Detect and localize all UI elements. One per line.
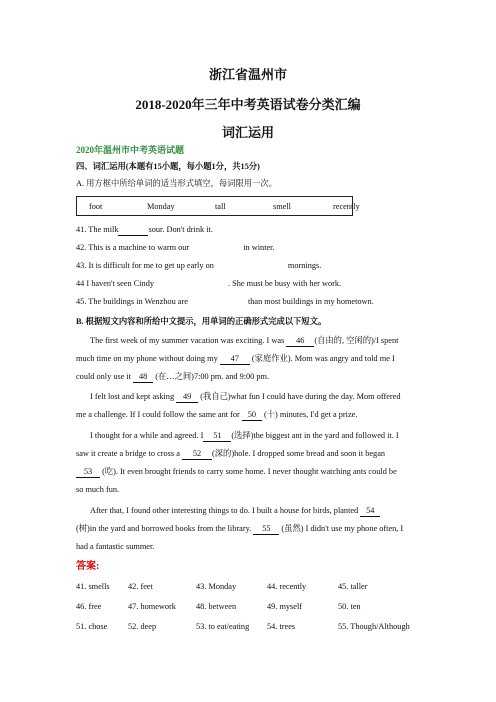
answer-42: 42. feet [128,582,153,591]
answer-45: 45. taller [338,582,368,591]
answer-43: 43. Monday [196,582,237,591]
answer-47: 47. homework [128,602,176,611]
paragraph-4-line-2: (树)in the yard and borrowed books from the library. 55 (虽然) I didn't use my phone often, I [76,524,404,533]
answer-49: 49. myself [267,602,303,611]
answer-54: 54. trees [267,622,296,631]
paragraph-2-line-2: me a challenge. If I could follow the same ant for 50 (十) minutes, I'd get a prize. [76,410,358,419]
answer-50: 50. ten [338,602,361,611]
word-foot: foot [89,202,103,211]
blank-46[interactable]: 46 [286,336,314,347]
paragraph-1-line-1: The first week of my summer vacation was exciting. I was 46 (自由的, 空闲的)/I spent [90,336,399,345]
part-a-instruction: A. 用方框中所给单词的适当形式填空，每词限用一次。 [76,179,277,188]
paragraph-3-line-3: 53 (吃). It even brought friends to carry some home. I never thought watching ants could be [76,467,397,478]
blank-54[interactable]: 54 [360,506,380,517]
question-41: 41. The milk sour. Don't drink it. [76,225,213,234]
part-four-heading: 四、词汇运用(本题有15小题，每小题1分，共15分) [76,162,260,171]
answers-heading: 答案: [76,561,100,572]
paragraph-3-line-1: I thought for a while and agreed. I 51 (选择)the biggest ant in the yard and followed it. I [90,431,399,440]
paragraph-2-line-1: I felt lost and kept asking 49 (我自己)what fun I could have during the day. Mom offered [90,392,401,401]
blank-50[interactable]: 50 [242,410,262,421]
paragraph-1-line-2: much time on my phone without doing my 47 (家庭作业). Mom was angry and told me I [76,354,395,363]
answer-55: 55. Though/Although [338,622,410,631]
paragraph-3-line-4: so much fun. [76,485,120,494]
blank-49[interactable]: 49 [176,392,198,403]
answer-46: 46. free [76,602,102,611]
word-recently: recently [333,202,360,211]
paragraph-4-line-1: After that, I found other interesting things to do. I built a house for birds, planted 54 [90,506,380,517]
answer-41: 41. smells [76,582,110,591]
answer-52: 52. deep [128,622,157,631]
word-box [76,196,360,216]
answer-51: 51. chose [76,622,108,631]
blank-47[interactable]: 47 [220,354,250,365]
word-tall: tall [215,202,226,211]
answer-48: 48. between [196,602,237,611]
blank-51[interactable]: 51 [203,431,231,442]
word-monday: Monday [147,202,175,211]
paragraph-4-line-3: had a fantastic summer. [76,542,155,551]
blank-55[interactable]: 55 [253,524,279,535]
blank-41[interactable] [118,225,148,236]
question-43: 43. It is difficult for me to get up early on mornings. [76,261,322,270]
paragraph-1-line-3: could only use it 48 (在…之间)7:00 pm. and 9:00 pm. [76,372,270,381]
blank-52[interactable]: 52 [182,449,212,460]
word-smell: smell [273,202,291,211]
blank-53[interactable]: 53 [76,467,100,478]
section-heading: 2020年温州市中考英语试题 [76,145,185,155]
title-topic: 词汇运用 [221,125,274,140]
title-collection: 2018-2020年三年中考英语试卷分类汇编 [135,97,361,112]
answer-44: 44. recently [267,582,307,591]
title-province: 浙江省温州市 [208,67,287,82]
paragraph-3-line-2: saw it create a bridge to cross a 52 (深的)hole. I dropped some bread and soon it began [76,449,386,458]
answer-53: 53. to eat/eating [196,622,250,631]
question-45: 45. The buildings in Wenzhou are than most buildings in my hometown. [76,297,374,306]
question-44: 44 I haven't seen Cindy . She must be busy with her work. [76,279,342,288]
blank-48[interactable]: 48 [133,372,153,383]
part-b-instruction: B. 根据短文内容和所给中文提示，用单词的正确形式完成以下短文。 [76,317,327,326]
question-42: 42. This is a machine to warm our in winter. [76,243,275,252]
